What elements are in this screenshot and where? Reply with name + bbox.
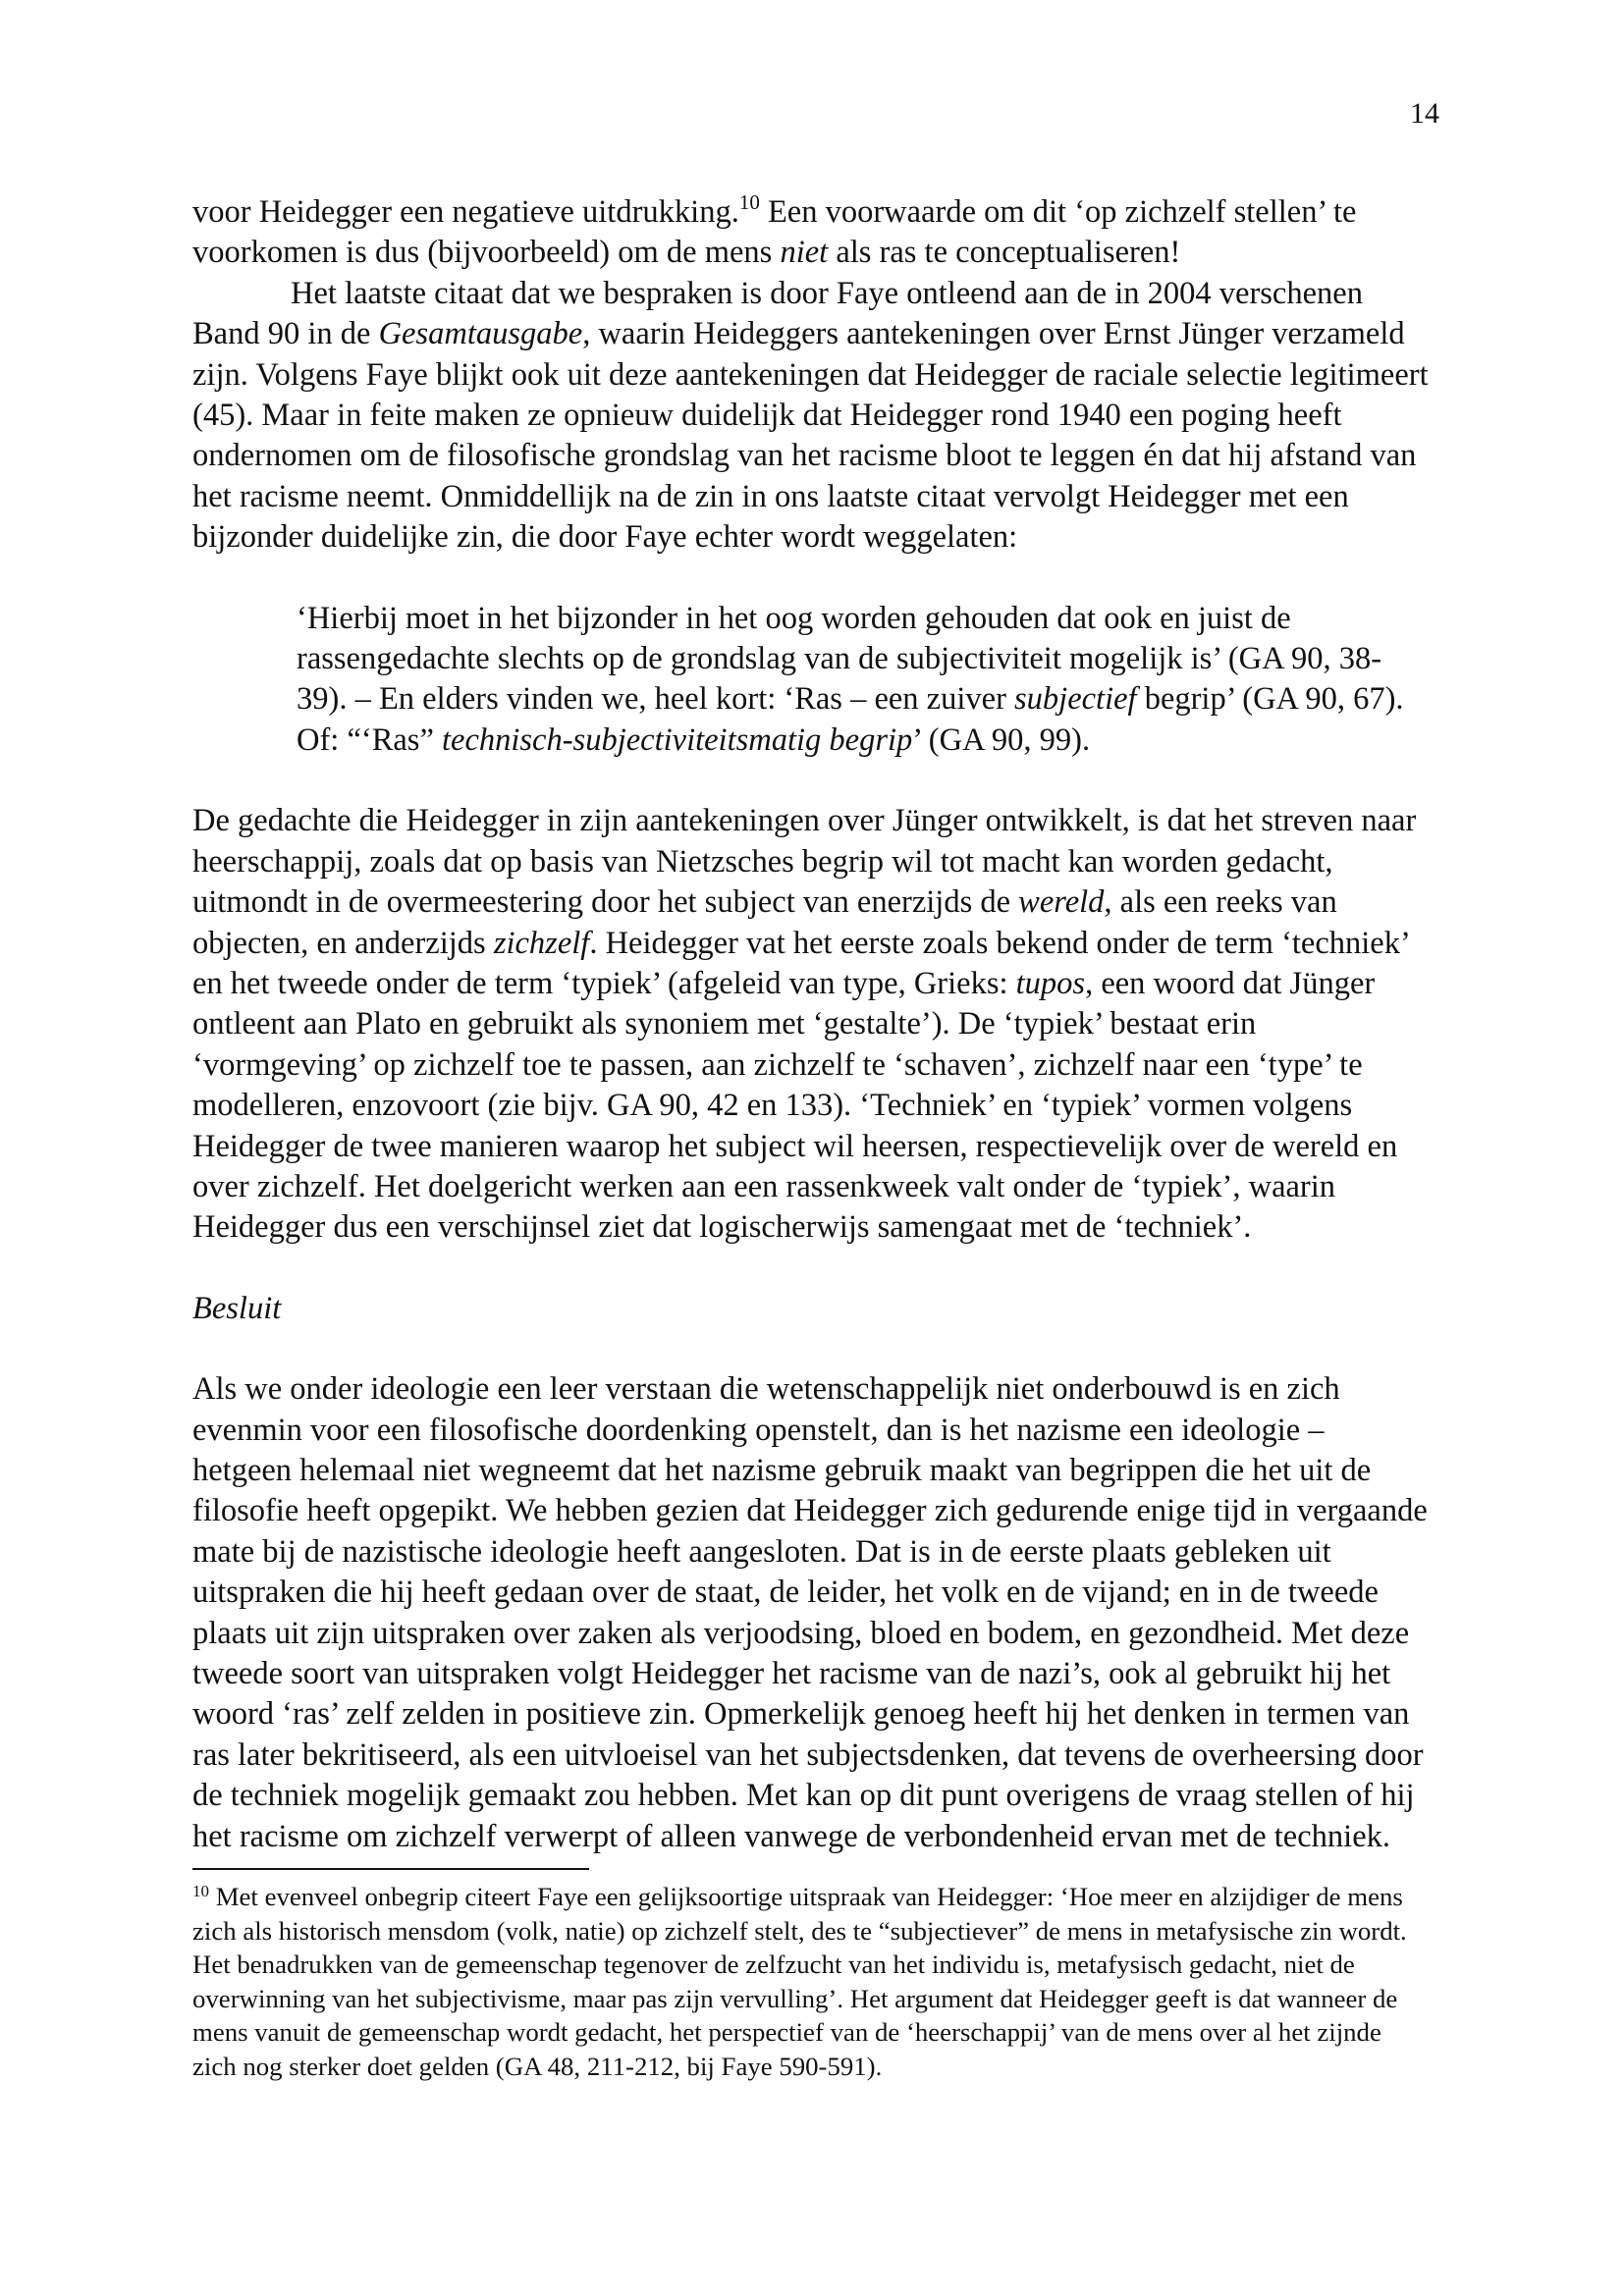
section-heading: Besluit <box>192 1290 282 1326</box>
emphasis-gesamtausgabe: Gesamtausgabe <box>378 316 583 352</box>
emphasis-subjectief: subjectief <box>1014 681 1137 718</box>
paragraph-3-text-a: De gedachte die Heidegger in zijn aantekeningen over Jünger ontwikkelt, is dat het streven naar heerschappij, zoals dat op basis van Nietzsches begrip wil tot macht kan worden gedacht, uitmondt in de overmeestering door het subject van enerzijds de <box>192 803 1417 921</box>
block-quote <box>297 599 1410 762</box>
paragraph-3-text-g: , een woord dat Jünger ontleent aan Plato en gebruikt als synoniem met ‘gestalte’). De ‘typiek’ bestaat erin ‘vormgeving’ op zichzelf toe te passen, aan zichzelf te ‘schaven’, zichzelf naar een ‘type’ te modelleren, enzovoort (zie bijv. GA 90, 42 en 133). ‘Techniek’ en ‘typiek’ vormen volgens Heidegger de twee manieren waarop het subject wil heersen, respectievelijk over de wereld en over zichzelf. Het doelgericht werken aan een rassenkweek valt onder de ‘typiek’, waarin Heidegger dus een verschijnsel ziet dat logischerwijs samengaat met de ‘techniek’. <box>192 965 1398 1246</box>
page-number: 14 <box>1410 97 1439 130</box>
paragraph-2-text-c: , waarin Heideggers aantekeningen over Ernst Jünger verzameld zijn. Volgens Faye blijkt ook uit deze aantekeningen dat Heidegger de raciale selectie legitimeert (45). Maar in feite maken ze opnieuw duidelijk dat Heidegger rond 1940 een poging heeft ondernomen om de filosofische grondslag van het racisme bloot te leggen én dat hij afstand van het racisme neemt. Onmiddellijk na de zin in ons laatste citaat vervolgt Heidegger met een bijzonder duidelijke zin, die door Faye echter wordt weggelaten: <box>192 316 1429 556</box>
footnote-text: Met evenveel onbegrip citeert Faye een gelijksoortige uitspraak van Heidegger: ‘Hoe meer en alzijdiger de mens zich als historisch mensdom (volk, natie) op zichzelf stelt, des te “subjectiever” de mens in metafysische zin wordt. Het benadrukken van de gemeenschap tegenover de zelfzucht van het individu is, metafysisch gedacht, niet de overwinning van het subjectivisme, maar pas zijn vervulling’. Het argument dat Heidegger geeft is dat wanneer de mens vanuit de gemeenschap wordt gedacht, het perspectief van de ‘heerschappij’ van de mens over al het zijnde zich nog sterker doet gelden (GA 48, 211-212, bij Faye 590-591). <box>192 1882 1407 2081</box>
paragraph-2 <box>192 274 1430 559</box>
paragraph-2-text-a: Het laatste citaat dat we bespraken is door Faye ontleend aan de in 2004 verschenen Band 90 in de <box>192 275 1363 352</box>
quote-text-e: ’ (GA 90, 99). <box>912 721 1091 758</box>
paragraph-3 <box>192 801 1430 1248</box>
emphasis-wereld: wereld <box>1018 884 1105 921</box>
footnote <box>192 1880 1432 2083</box>
paragraph-3-text-c: , als een reeks van objecten, en anderzijds <box>192 884 1337 961</box>
paragraph-1-text-a: voor Heidegger een negatieve uitdrukking. <box>192 194 739 230</box>
emphasis-zichzelf: zichzelf <box>493 925 590 961</box>
footnote-divider <box>192 1868 589 1870</box>
paragraph-1-text-b: Een voorwaarde om dit ‘op zichzelf stellen’ te voorkomen is dus (bijvoorbeeld) om de mens <box>192 194 1357 271</box>
quote-text-c: begrip’ (GA 90, 67). Of: “‘Ras” <box>297 681 1404 758</box>
emphasis-tupos: tupos <box>1015 965 1086 1001</box>
paragraph-3-text-e: . Heidegger vat het eerste zoals bekend onder de term ‘techniek’ en het tweede onder de term ‘typiek’ (afgeleid van type, Grieks: <box>192 925 1409 1001</box>
paragraph-1-text-d: als ras te conceptualiseren! <box>828 235 1181 271</box>
main-text <box>192 192 1430 1857</box>
footnote-reference: 10 <box>738 190 760 214</box>
paragraph-4: Als we onder ideologie een leer verstaan die wetenschappelijk niet onderbouwd is en zich evenmin voor een filosofische doordenking openstelt, dan is het nazisme een ideologie – hetgeen helemaal niet wegneemt dat het nazisme gebruik maakt van begrippen die het uit de filosofie heeft opgepikt. We hebben gezien dat Heidegger zich gedurende enige tijd in vergaande mate bij de nazistische ideologie heeft aangesloten. Dat is in de eerste plaats gebleken uit uitspraken die hij heeft gedaan over de staat, de leider, het volk en de vijand; en in de tweede plaats uit zijn uitspraken over zaken als verjoodsing, bloed en bodem, en gezondheid. Met deze tweede soort van uitspraken volgt Heidegger het racisme van de nazi’s, ook al gebruikt hij het woord ‘ras’ zelf zelden in positieve zin. Opmerkelijk genoeg heeft hij het denken in termen van ras later bekritiseerd, als een uitvloeisel van het subjectsdenken, dat tevens de overheersing door de techniek mogelijk gemaakt zou hebben. Met kan op dit punt overigens de vraag stellen of hij het racisme om zichzelf verwerpt of alleen vanwege de verbondenheid ervan met de techniek. <box>192 1371 1428 1854</box>
emphasis-technisch-begrip: technisch-subjectiviteitsmatig begrip <box>442 721 913 758</box>
quote-text-a: ‘Hierbij moet in het bijzonder in het oog worden gehouden dat ook en juist de rassengedachte slechts op de grondslag van de subjectiviteit mogelijk is’ (GA 90, 38-39). – En elders vinden we, heel kort: ‘Ras – een zuiver <box>297 600 1382 718</box>
emphasis-niet: niet <box>780 235 829 271</box>
footnote-number: 10 <box>192 1882 209 1900</box>
paragraph-1 <box>192 192 1430 274</box>
